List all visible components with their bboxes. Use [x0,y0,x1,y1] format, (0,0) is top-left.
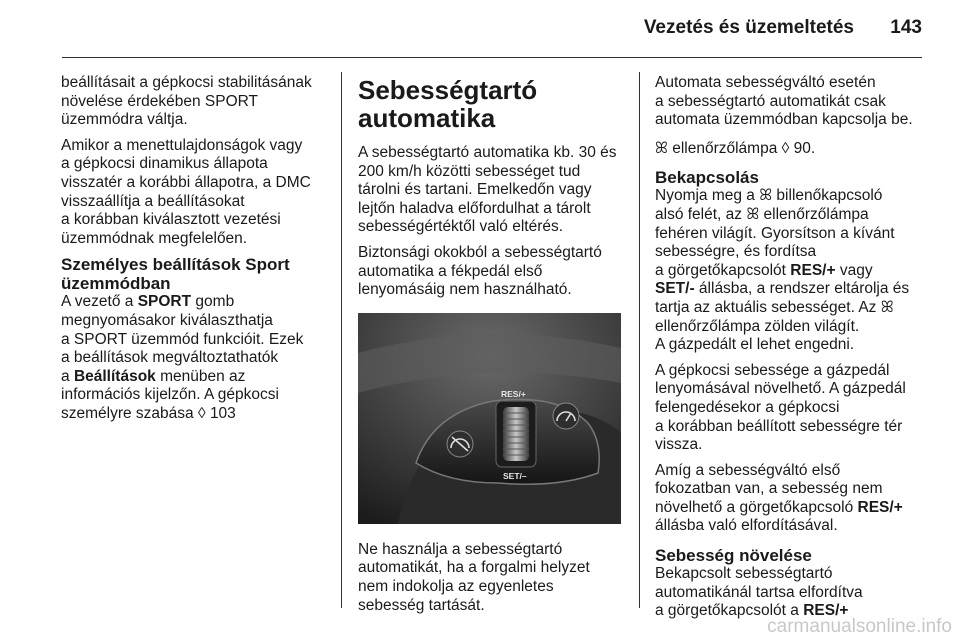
watermark: carmanualsonline.info [767,616,952,637]
section-title: Sebességtartó automatika [358,75,538,133]
cancel-cruise-icon [447,431,473,457]
header-title: Vezetés és üzemeltetés [643,17,854,38]
page-number: 143 [890,17,922,38]
steering-wheel-control-photo [358,313,621,524]
column-2 [358,76,626,622]
thumbwheel [496,401,536,467]
paragraph: Amikor a menettulajdonságok vagy a gépkocsi dinamikus állapota visszatér a korábbi állapotra, a DMC visszaállítja a beállításokat a korábban kiválasztott vezetési üzemmódnak megfelelően. [61,136,311,247]
paragraph: Automata sebességváltó esetén a sebességtartó automatikát csak automata üzemmódban kapcsolja be. [655,74,913,129]
column-divider-1 [341,72,342,608]
paragraph: A gépkocsi sebessége a gázpedál lenyomásával növelhető. A gázpedál felengedésekor a gépkocsi a korábban beállított sebességre tér vissza. [655,361,906,454]
paragraph: Amíg a sebességváltó első fokozatban van, a sebesség nem növelhető a görgetőkapcsoló RES/+ állásba való elfordításával. [655,461,903,535]
page-header [0,0,960,56]
column-3 [655,74,927,628]
cross-reference-link[interactable]: ꕤ ellenőrzőlámpa ◊ 90. [655,139,816,157]
cruise-control-switch-illustration [358,313,621,524]
paragraph: Biztonsági okokból a sebességtartó automatika a fékpedál első lenyomásáig nem használható. [358,243,602,299]
section-heading: Személyes beállítások Sport üzemmódban [61,255,290,294]
paragraph: A vezető a SPORT gomb megnyomásakor kiválaszthatja a SPORT üzemmód funkcióit. Ezek a beállítások megváltoztathatók a Beállítások menüben az információs kijelzőn. A gépkocsi személyre szabása ◊ 103 [61,293,323,423]
section-heading: Bekapcsolás [655,168,759,188]
column-divider-2 [639,72,640,608]
cross-reference-link[interactable]: személyre szabása ◊ 103 [61,404,236,422]
set-minus-label: SET/– [503,470,527,481]
section-heading: Sebesség növelése [655,546,812,566]
res-plus-label: RES/+ [501,388,526,399]
paragraph: beállításait a gépkocsi stabilitásának növelése érdekében SPORT üzemmódra váltja. [61,74,312,129]
paragraph: Bekapcsolt sebességtartó automatikánál tartsa elfordítva a görgetőkapcsolót a RES/+ [655,565,863,620]
header-rule [62,57,922,58]
paragraph: Ne használja a sebességtartó automatikát, ha a forgalmi helyzet nem indokolja az egyenletes sebesség tartását. [358,540,590,614]
paragraph: Nyomja meg a ꕤ billenőkapcsoló alsó felét, az ꕤ ellenőrzőlámpa fehéren világít. Gyorsítson a kívánt sebességre, és fordítsa a görgetőkapcsolót RES/+ vagy SET/- állásba, a rendszer eltárolja és tartja az aktuális sebességet. Az ꕤ ellenőrzőlámpa zölden világít. A gázpedált el lehet engedni. [655,187,910,354]
column-1 [61,74,323,431]
paragraph: A sebességtartó automatika kb. 30 és 200 km/h közötti sebességet tud tárolni és tartani. Emelkedőn vagy lejtőn haladva előfordulhat a tárolt sebességértéktől való eltérés. [358,144,617,236]
cruise-on-icon [553,403,579,429]
